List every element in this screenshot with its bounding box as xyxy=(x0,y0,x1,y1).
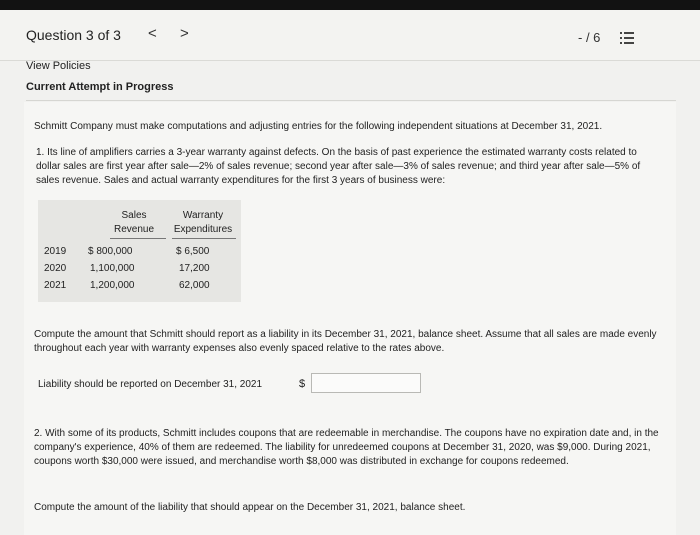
header-underline xyxy=(172,238,236,239)
warranty-cell: $ 6,500 xyxy=(176,246,210,257)
question-content xyxy=(24,102,676,535)
compute-coupon-instructions: Compute the amount of the liability that should appear on the December 31, 2021, balance sheet. xyxy=(34,502,466,513)
sales-cell: $ 800,000 xyxy=(88,246,133,257)
year-cell: 2021 xyxy=(44,280,67,291)
question-screen xyxy=(0,10,700,535)
liability-input[interactable] xyxy=(311,373,421,393)
problem-intro: Schmitt Company must make computations and adjusting entries for the following independent situations at December 31, 2021. xyxy=(34,121,603,132)
coupon-problem-text: 2. With some of its products, Schmitt includes coupons that are redeemable in merchandise. The coupons have no expiration date and, in the company's experience, 40% of them are redeemed. The liability for unredeemed coupons at December 31, 2020, was $9,000. During 2021, coupons worth $30,000 were issued, and merchandise worth $8,000 was distributed in exchange for coupons redeemed. xyxy=(34,428,659,467)
attempt-status: Current Attempt in Progress xyxy=(26,81,174,93)
currency-symbol: $ xyxy=(299,378,306,390)
next-question-button[interactable]: > xyxy=(180,25,189,42)
sales-cell: 1,200,000 xyxy=(90,280,135,291)
liability-label: Liability should be reported on December 31, 2021 xyxy=(38,379,263,390)
question-counter: Question 3 of 3 xyxy=(26,27,121,43)
warranty-cell: 17,200 xyxy=(179,263,210,274)
warranty-problem-text: 1. Its line of amplifiers carries a 3-year warranty against defects. On the basis of past experience the estimated warranty costs related to dollar sales are first year after sale—2% of sales revenue; second year after sale—3% of sales revenue; and third year after sale—5% of sales revenue. Sales and actual warranty expenditures for the first 3 years of business were: xyxy=(36,147,641,186)
question-header xyxy=(0,10,700,61)
sales-cell: 1,100,000 xyxy=(90,263,135,274)
warranty-cell: 62,000 xyxy=(179,280,210,291)
view-policies-link[interactable]: View Policies xyxy=(26,60,91,72)
sales-warranty-table xyxy=(38,200,241,302)
previous-question-button[interactable]: < xyxy=(148,25,157,42)
year-cell: 2020 xyxy=(44,263,67,274)
compute-warranty-instructions: Compute the amount that Schmitt should report as a liability in its December 31, 2021, balance sheet. Assume that all sales are made evenly throughout each year with warranty expenses also evenly spaced relative to the rates above. xyxy=(34,329,657,354)
header-sales: Sales xyxy=(121,210,147,221)
header-underline xyxy=(110,238,166,239)
score-display: - / 6 xyxy=(578,30,601,45)
header-warranty: Warranty xyxy=(182,210,224,221)
year-cell: 2019 xyxy=(44,246,67,257)
header-expenditures: Expenditures xyxy=(173,224,233,235)
divider xyxy=(26,100,676,101)
header-revenue: Revenue xyxy=(113,224,155,235)
list-icon[interactable] xyxy=(620,32,634,44)
